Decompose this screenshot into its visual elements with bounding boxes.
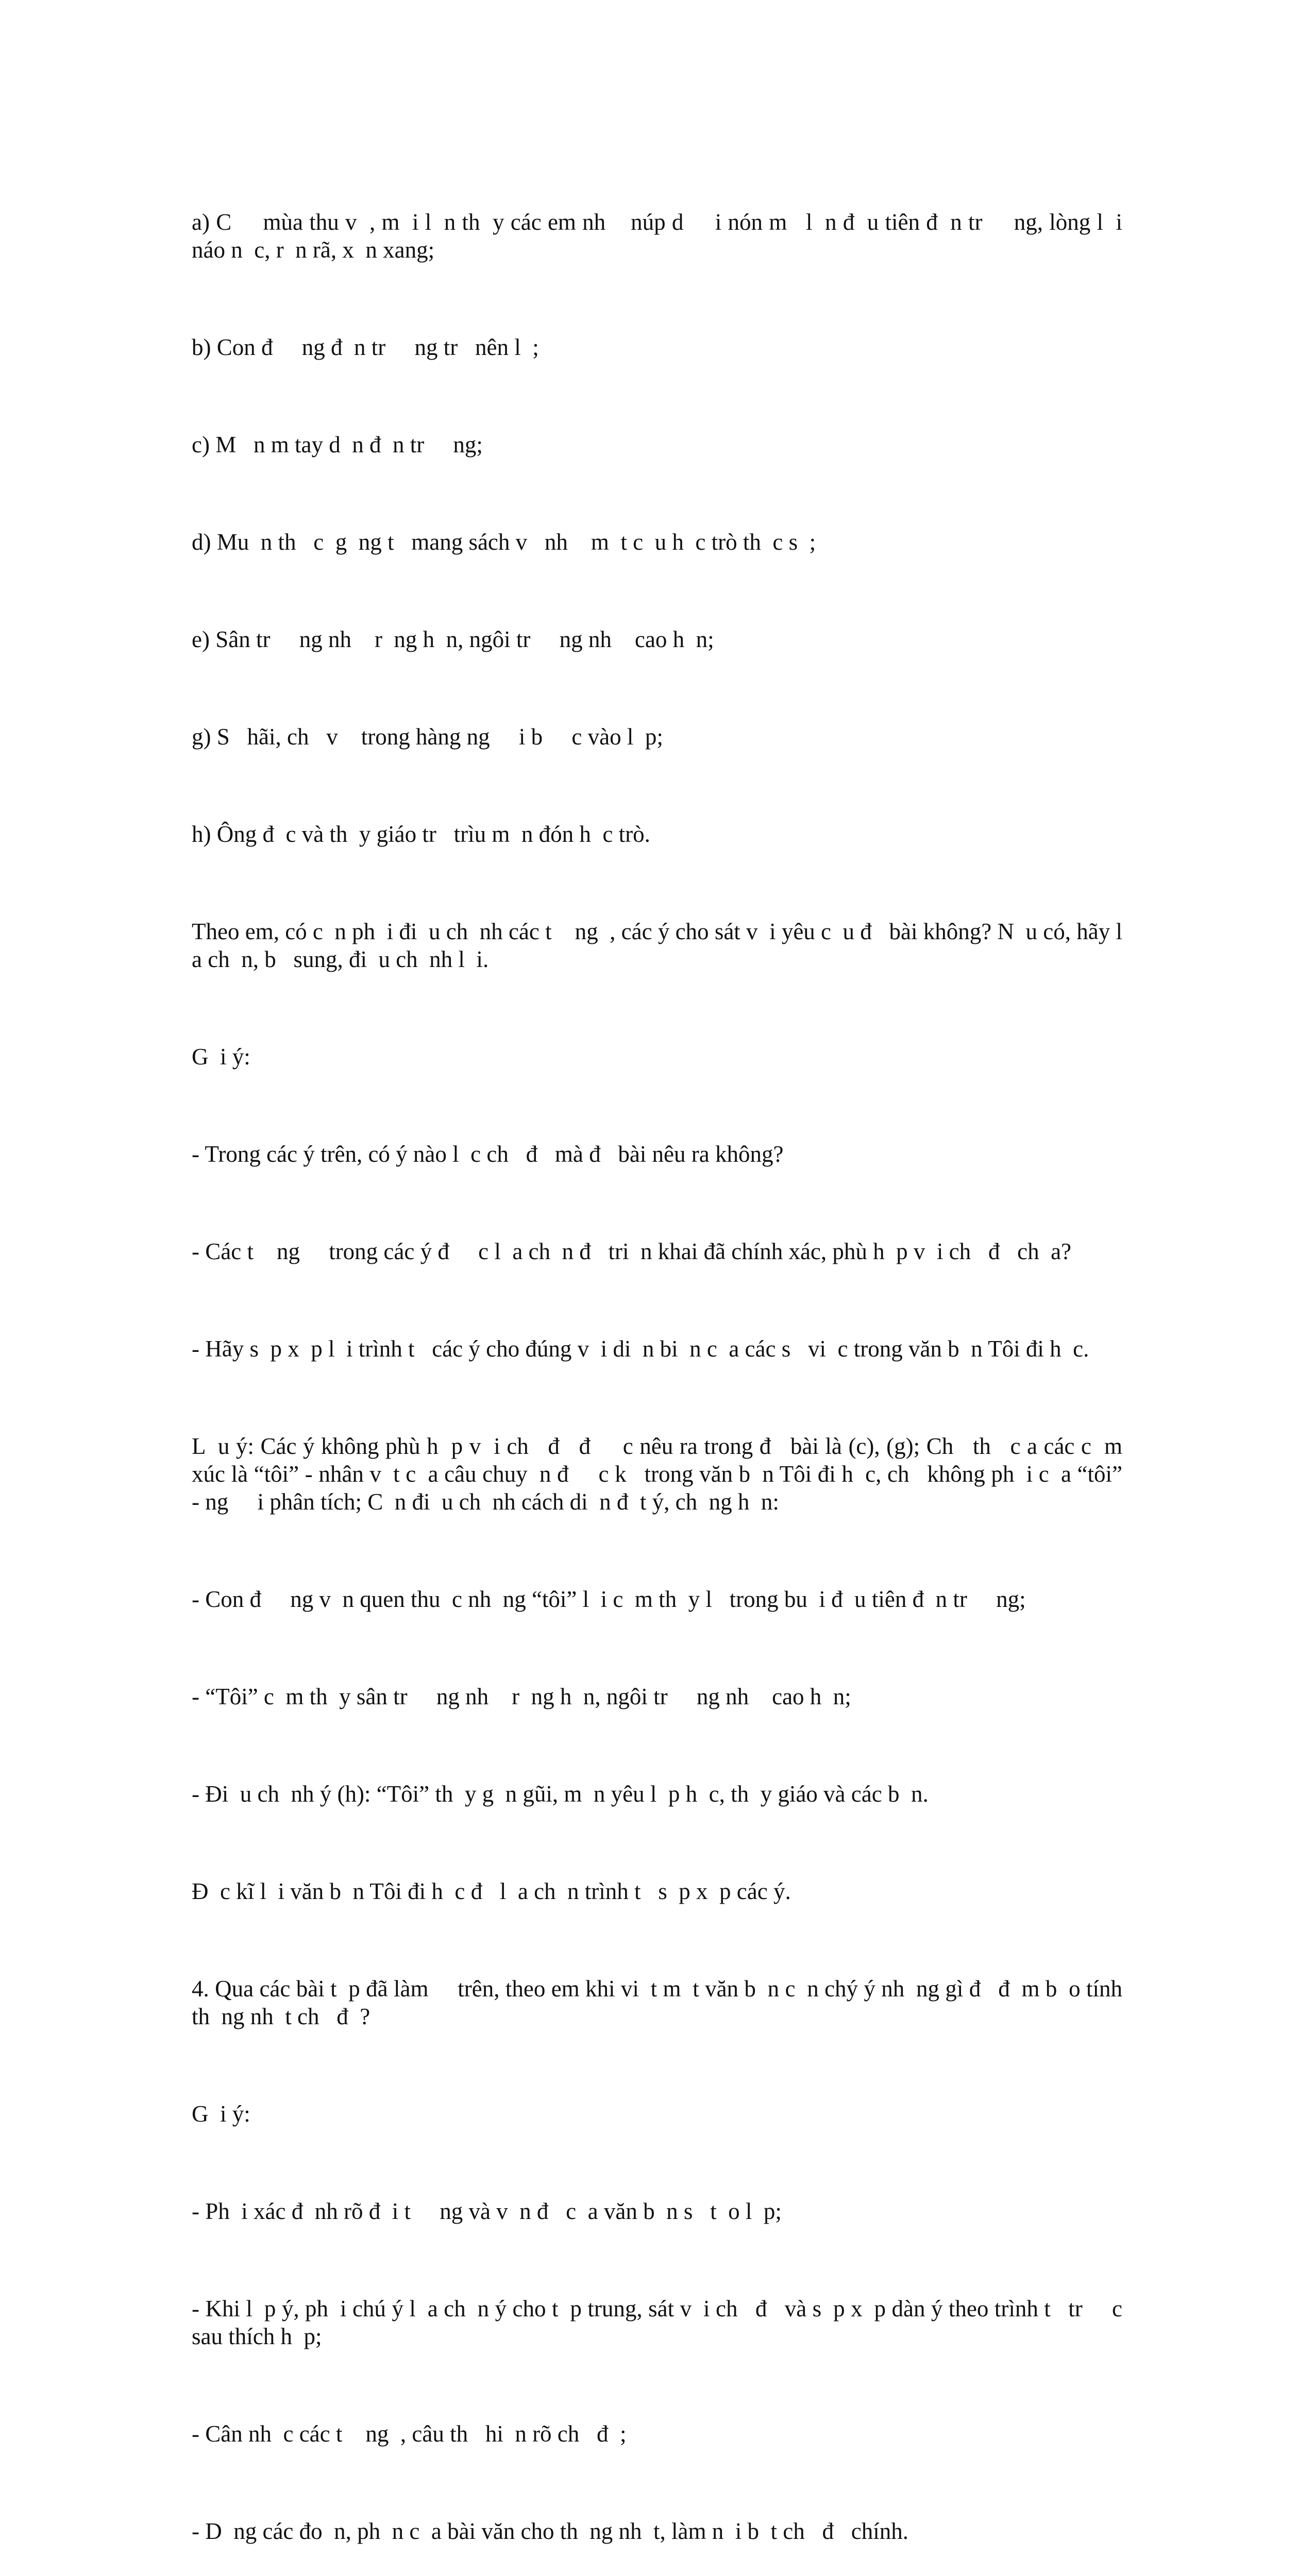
question-paragraph: Theo em, có c n ph i đi u ch nh các t ng , các ý cho sát v i yêu c u đ bài không? N u có, hãy l a ch n, b sung, đi u ch nh l i. xyxy=(192,919,1134,972)
paragraph-c: c) M n m tay d n đ n tr ng; xyxy=(192,432,483,457)
adjust-item: - “Tôi” c m th y sân tr ng nh r ng h n, ngôi tr ng nh cao h n; xyxy=(192,1684,851,1709)
note-paragraph: L u ý: Các ý không phù h p v i ch đ đ c nêu ra trong đ bài là (c), (g); Ch th c a các c m xúc là “tôi” - nhân v t c a câu chuy n đ c k trong văn b n Tôi đi h c, ch không ph i c a “tôi” - ng i phân tích; C n đi u ch nh cách di n đ t ý, ch ng h n: xyxy=(192,1433,1128,1515)
hint-item: - Các t ng trong các ý đ c l a ch n đ tri n khai đã chính xác, phù h p v i ch đ ch a? xyxy=(192,1239,1072,1264)
paragraph-b: b) Con đ ng đ n tr ng tr nên l ; xyxy=(192,334,539,360)
paragraph-h: h) Ông đ c và th y giáo tr trìu m n đón h c trò. xyxy=(192,821,650,847)
hint-item: - Trong các ý trên, có ý nào l c ch đ mà đ bài nêu ra không? xyxy=(192,1141,784,1167)
hint-heading: G i ý: xyxy=(192,1044,250,1070)
hint-item: - Hãy s p x p l i trình t các ý cho đúng v i di n bi n c a các s vi c trong văn b n Tôi đi h c. xyxy=(192,1336,1089,1362)
adjust-item: - Đi u ch nh ý (h): “Tôi” th y g n gũi, m n yêu l p h c, th y giáo và các b n. xyxy=(192,1781,929,1807)
hint-item: - D ng các đo n, ph n c a bài văn cho th ng nh t, làm n i b t ch đ chính. xyxy=(192,2518,908,2544)
exercise-4: 4. Qua các bài t p đã làm trên, theo em khi vi t m t văn b n c n chý ý nh ng gì đ đ m b o tính th ng nh t ch đ ? xyxy=(192,1976,1128,2029)
hint-item: - Cân nh c các t ng , câu th hi n rõ ch đ ; xyxy=(192,2421,627,2447)
hint-item: - Ph i xác đ nh rõ đ i t ng và v n đ c a văn b n s t o l p; xyxy=(192,2198,782,2224)
reread-paragraph: Đ c kĩ l i văn b n Tôi đi h c đ l a ch n trình t s p x p các ý. xyxy=(192,1878,791,1904)
hint-heading: G i ý: xyxy=(192,2101,250,2127)
hint-item: - Khi l p ý, ph i chú ý l a ch n ý cho t p trung, sát v i ch đ và s p x p dàn ý theo trình t tr c sau thích h p; xyxy=(192,2296,1128,2349)
paragraph-g: g) S hãi, ch v trong hàng ng i b c vào l p; xyxy=(192,724,663,750)
document-body xyxy=(192,152,1134,2576)
paragraph-a: a) C mùa thu v , m i l n th y các em nh núp d i nón m l n đ u tiên đ n tr ng, lòng l i náo n c, r n rã, x n xang; xyxy=(192,209,1128,263)
paragraph-e: e) Sân tr ng nh r ng h n, ngôi tr ng nh cao h n; xyxy=(192,626,714,652)
paragraph-d: d) Mu n th c g ng t mang sách v nh m t c u h c trò th c s ; xyxy=(192,529,816,555)
adjust-item: - Con đ ng v n quen thu c nh ng “tôi” l i c m th y l trong bu i đ u tiên đ n tr ng; xyxy=(192,1586,1026,1612)
